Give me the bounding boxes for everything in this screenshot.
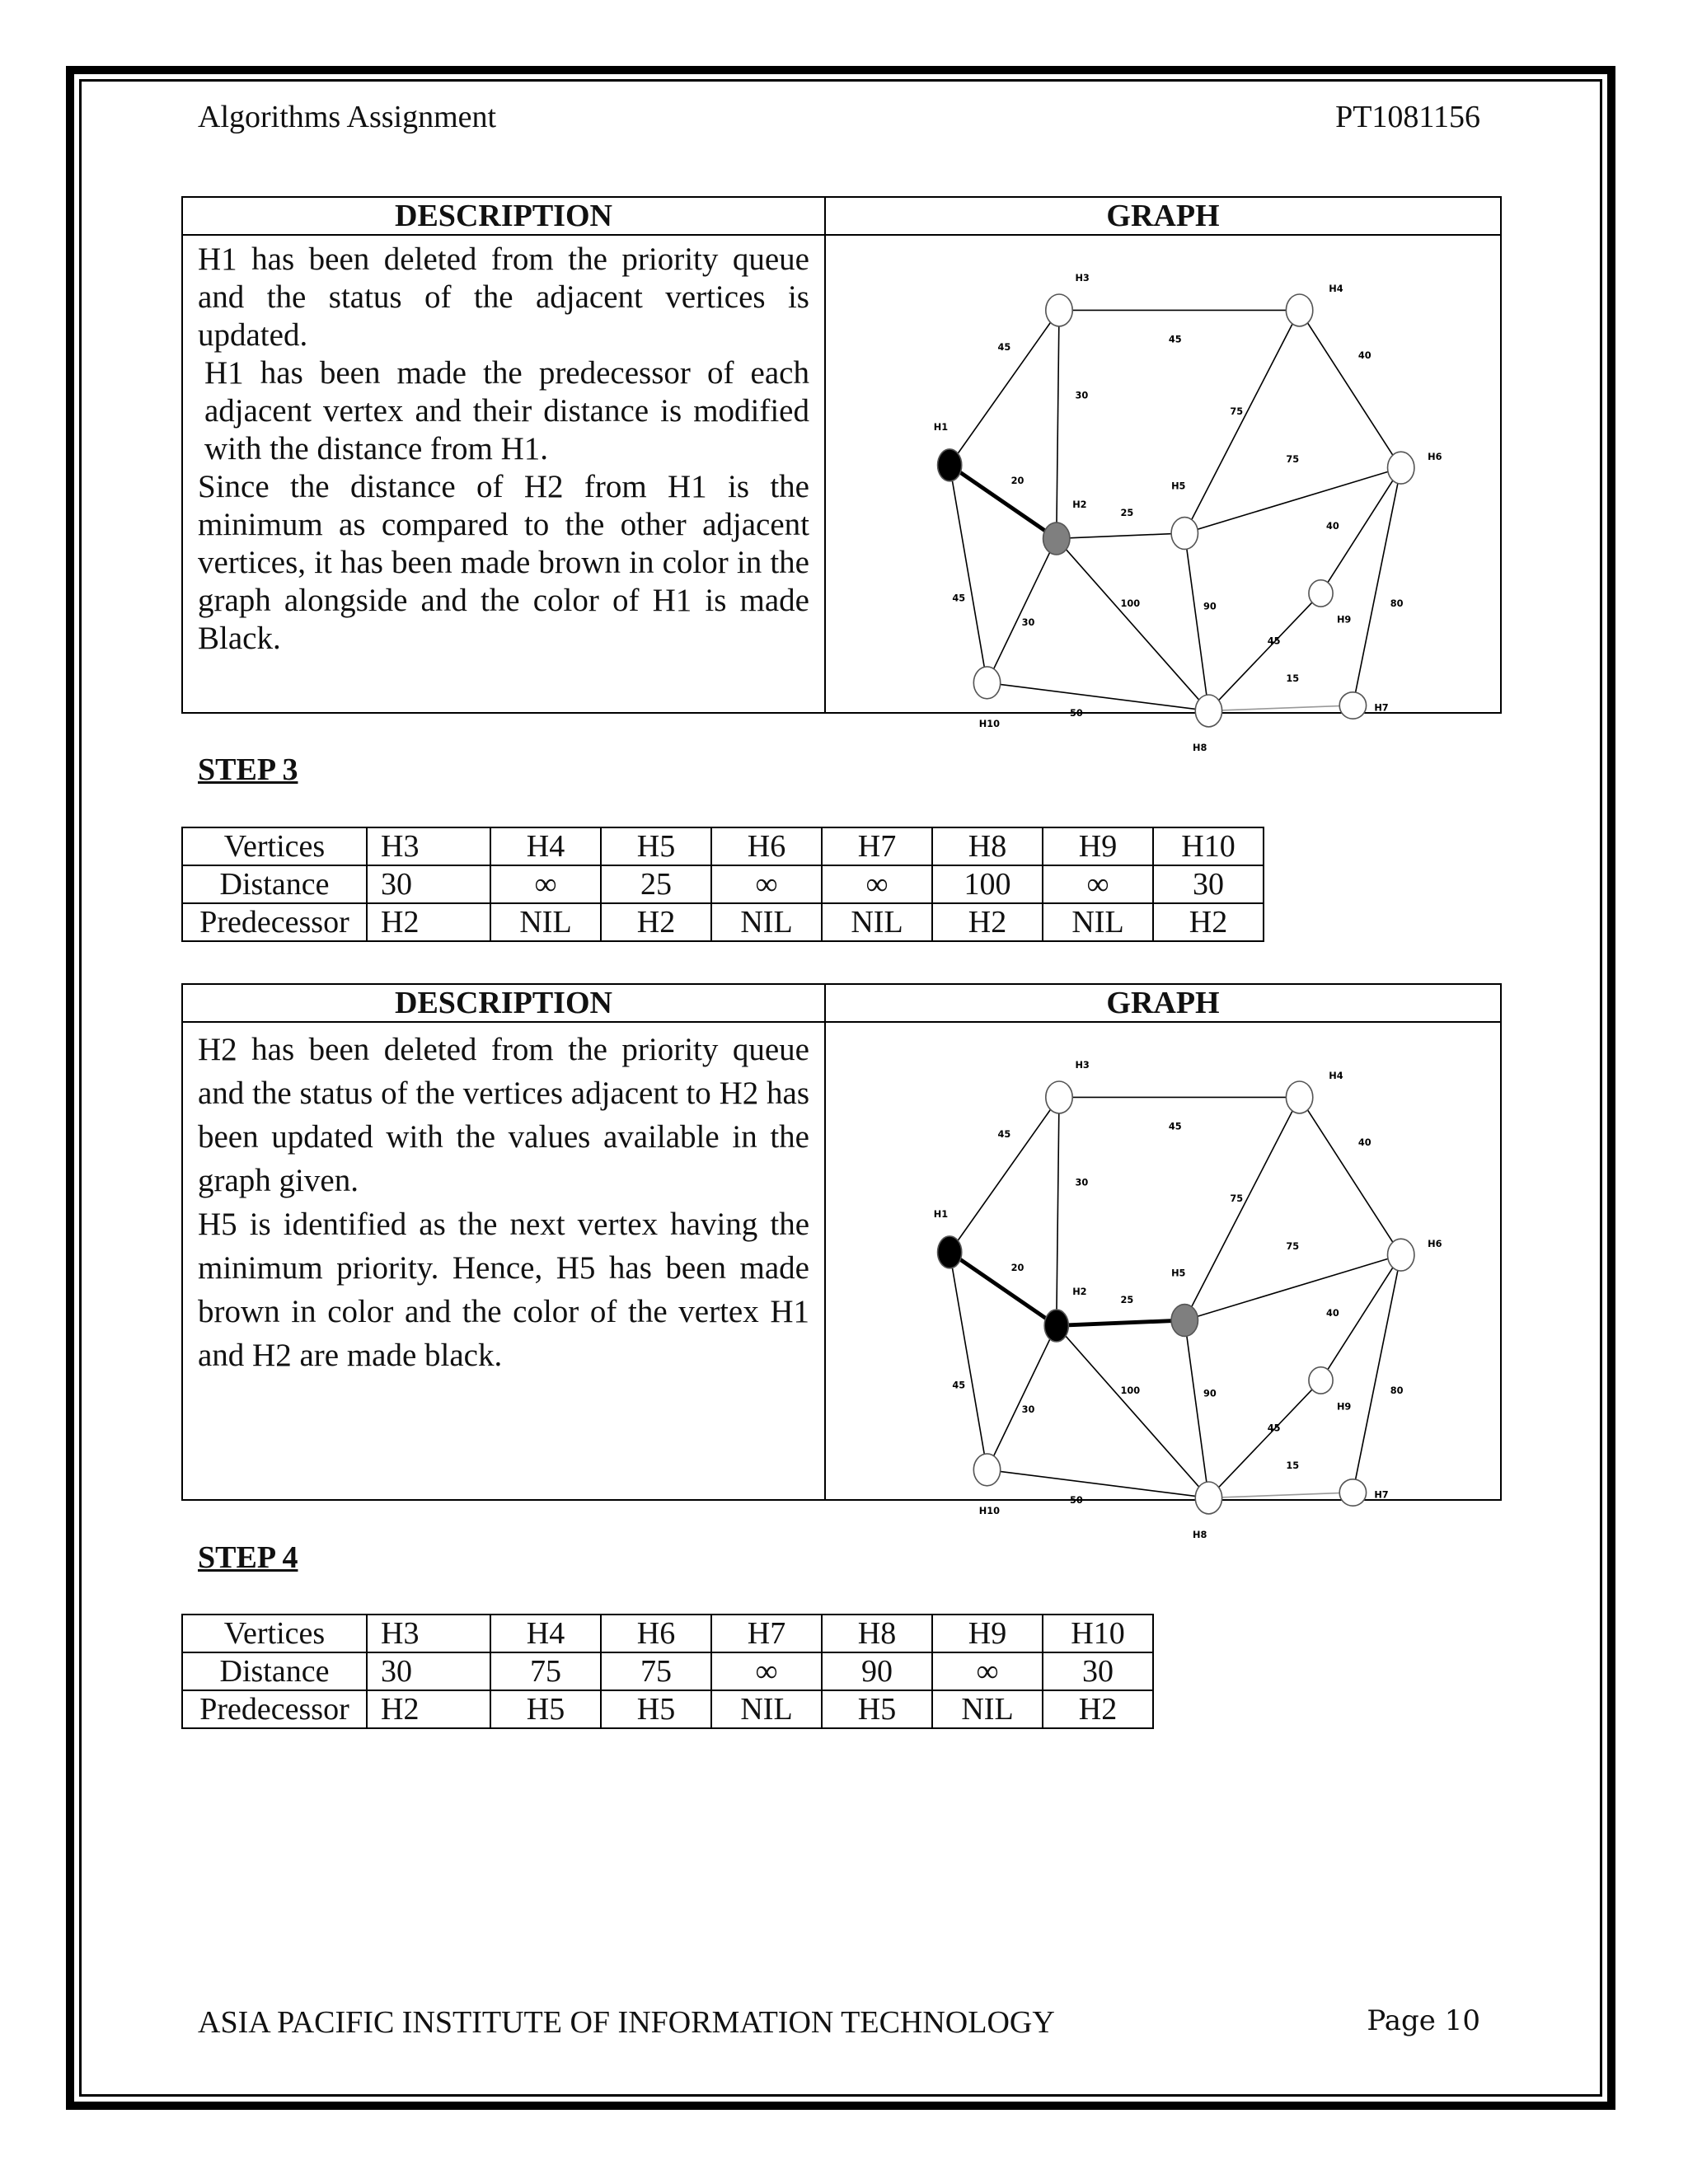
vertex-label: H8: [1193, 742, 1207, 754]
footer-institute: ASIA PACIFIC INSTITUTE OF INFORMATION TECHNOLOGY: [198, 2005, 1055, 2040]
description-header: DESCRIPTION: [182, 197, 825, 235]
table-cell: ∞: [1043, 865, 1153, 903]
edge-h5-h6: [1184, 468, 1400, 533]
row-label: Distance: [182, 865, 367, 903]
vertex-label: H5: [1171, 1267, 1186, 1279]
vertex-label: H6: [1428, 1237, 1442, 1249]
edge-h2-h10: [987, 538, 1057, 682]
edge-weight-label: 40: [1326, 1307, 1339, 1319]
table-cell: H5: [601, 1690, 711, 1728]
table-cell: H7: [822, 827, 932, 865]
edge-weight-label: 75: [1230, 1192, 1244, 1204]
table-cell: NIL: [932, 1690, 1043, 1728]
graph-cell: [825, 235, 1501, 754]
edge-h4-h6: [1300, 1097, 1401, 1254]
vertex-h9: [1309, 580, 1333, 607]
vertex-label: H10: [978, 1504, 1001, 1516]
edge-h1-h10: [950, 1252, 987, 1469]
edge-h2-h8: [1057, 1325, 1209, 1497]
vertex-label: H2: [1072, 499, 1087, 511]
edge-weight-label: 45: [1267, 1422, 1281, 1434]
edge-h2-h8: [1057, 538, 1209, 710]
header-title: Algorithms Assignment: [198, 100, 497, 134]
vertex-h7: [1339, 692, 1366, 719]
table-cell: H7: [711, 1615, 822, 1652]
edge-h1-h2: [950, 1252, 1057, 1325]
table-cell: 75: [490, 1652, 601, 1690]
step-3-title: STEP 3: [198, 752, 298, 787]
table-cell: H9: [932, 1615, 1043, 1652]
table-cell: 75: [601, 1652, 711, 1690]
vertex-h4: [1286, 294, 1312, 326]
graph-header: GRAPH: [825, 984, 1501, 1022]
vertex-h6: [1388, 452, 1414, 484]
step-3-table: [181, 827, 1264, 942]
description-paragraph: H1 has been deleted from the priority queue and the status of the adjacent vertices is updated.: [198, 241, 809, 353]
description-paragraph: Since the distance of H2 from H1 is the minimum as compared to the other adjacent vertices, it has been made brown in color in the graph alongside and the color of H1 is made Black.: [198, 469, 809, 656]
step-4-table: [181, 1614, 1154, 1729]
edge-h2-h10: [987, 1325, 1057, 1469]
vertex-label: H8: [1193, 1529, 1207, 1541]
row-label: Vertices: [182, 1615, 367, 1652]
edge-h1-h3: [950, 1097, 1059, 1252]
edge-weight-label: 45: [1168, 1120, 1182, 1132]
vertex-label: H2: [1072, 1286, 1087, 1298]
edge-h4-h5: [1184, 1097, 1299, 1320]
edge-weight-label: 15: [1286, 672, 1300, 684]
edge-h1-h3: [950, 310, 1059, 465]
graph-diagram: [826, 1023, 1498, 1541]
vertex-h9: [1309, 1367, 1333, 1394]
edge-weight-label: 40: [1357, 349, 1372, 361]
table-cell: H2: [367, 903, 490, 941]
table-cell: 30: [1043, 1652, 1153, 1690]
table-cell: H3: [367, 1615, 490, 1652]
table-cell: ∞: [711, 865, 822, 903]
table-cell: H2: [367, 1690, 490, 1728]
vertex-label: H10: [978, 717, 1001, 729]
edge-weight-label: 45: [997, 341, 1011, 354]
edge-h5-h8: [1184, 1320, 1208, 1497]
table-cell: 30: [367, 1652, 490, 1690]
footer-page-number: Page 10: [1367, 2004, 1480, 2037]
vertex-h1: [938, 449, 962, 481]
edge-weight-label: 45: [952, 592, 966, 604]
description-graph-table-2: [181, 983, 1502, 1541]
edge-h10-h8: [987, 1469, 1209, 1497]
edge-weight-label: 45: [952, 1379, 966, 1391]
edge-h2-h5: [1057, 533, 1185, 538]
edge-weight-label: 30: [1021, 616, 1035, 628]
graph-header: GRAPH: [825, 197, 1501, 235]
table-cell: H10: [1153, 827, 1264, 865]
table-cell: NIL: [1043, 903, 1153, 941]
edge-weight-label: 50: [1069, 1493, 1083, 1506]
table-cell: 30: [367, 865, 490, 903]
table-cell: H10: [1043, 1615, 1153, 1652]
description-graph-table-1: [181, 196, 1502, 754]
table-cell: H2: [1153, 903, 1264, 941]
table-cell: ∞: [932, 1652, 1043, 1690]
table-cell: NIL: [711, 1690, 822, 1728]
vertex-h10: [973, 667, 1000, 699]
header-student-id: PT1081156: [1335, 100, 1480, 134]
step-4-title: STEP 4: [198, 1540, 298, 1575]
description-header: DESCRIPTION: [182, 984, 825, 1022]
vertices-row: [182, 1615, 1153, 1652]
edge-h5-h6: [1184, 1255, 1400, 1320]
vertex-h3: [1046, 1081, 1072, 1113]
description-paragraph: H5 is identified as the next vertex having the minimum priority. Hence, H5 has been made brown in color and the color of the vertex H1 and H2 are made black.: [198, 1207, 809, 1373]
edge-weight-label: 20: [1010, 1262, 1025, 1274]
description-cell: [182, 1022, 825, 1500]
vertex-label: H3: [1075, 1058, 1090, 1071]
table-cell: H5: [822, 1690, 932, 1728]
table-cell: 25: [601, 865, 711, 903]
vertex-h5: [1171, 1305, 1198, 1337]
edge-weight-label: 40: [1326, 520, 1339, 532]
table-cell: NIL: [490, 903, 601, 941]
edge-weight-label: 80: [1390, 1385, 1404, 1397]
edge-weight-label: 30: [1075, 389, 1089, 401]
table-cell: NIL: [711, 903, 822, 941]
vertex-h8: [1195, 695, 1221, 727]
row-label: Distance: [182, 1652, 367, 1690]
predecessor-row: [182, 1690, 1153, 1728]
table-cell: H4: [490, 827, 601, 865]
edge-weight-label: 100: [1120, 598, 1141, 610]
table-cell: H2: [601, 903, 711, 941]
table-cell: H3: [367, 827, 490, 865]
table-cell: H9: [1043, 827, 1153, 865]
vertex-label: H1: [933, 421, 949, 434]
description-paragraph: H2 has been deleted from the priority queue and the status of the vertices adjacent to H2 has been updated with the values available in the graph given.: [198, 1032, 809, 1198]
edge-weight-label: 75: [1286, 1240, 1300, 1253]
description-text: [183, 236, 824, 658]
edge-h4-h5: [1184, 310, 1299, 533]
table-cell: H8: [822, 1615, 932, 1652]
edge-weight-label: 20: [1010, 475, 1025, 487]
vertex-h2: [1043, 523, 1070, 555]
table-cell: H2: [932, 903, 1043, 941]
vertex-h4: [1286, 1081, 1312, 1113]
table-cell: ∞: [822, 865, 932, 903]
edge-weight-label: 25: [1120, 506, 1134, 518]
description-text: [183, 1023, 824, 1377]
row-label: Predecessor: [182, 1690, 367, 1728]
table-cell: 100: [932, 865, 1043, 903]
edge-weight-label: 45: [997, 1128, 1011, 1141]
vertex-h8: [1195, 1482, 1221, 1514]
edge-weight-label: 15: [1286, 1459, 1300, 1471]
table-cell: H8: [932, 827, 1043, 865]
vertex-h3: [1046, 294, 1072, 326]
vertex-h6: [1388, 1239, 1414, 1271]
edge-weight-label: 75: [1230, 405, 1244, 417]
vertex-label: H1: [933, 1208, 949, 1221]
edge-weight-label: 80: [1390, 598, 1404, 610]
edge-h2-h5: [1057, 1320, 1185, 1325]
table-cell: ∞: [711, 1652, 822, 1690]
edge-weight-label: 45: [1267, 635, 1281, 647]
edge-weight-label: 50: [1069, 706, 1083, 719]
row-label: Predecessor: [182, 903, 367, 941]
edge-h6-h7: [1353, 468, 1400, 705]
predecessor-row: [182, 903, 1264, 941]
edge-weight-label: 40: [1357, 1136, 1372, 1148]
vertex-label: H9: [1336, 613, 1352, 626]
table-cell: H5: [490, 1690, 601, 1728]
edge-weight-label: 90: [1203, 1387, 1217, 1399]
table-cell: 30: [1153, 865, 1264, 903]
edge-h5-h8: [1184, 533, 1208, 710]
table-cell: H6: [711, 827, 822, 865]
table-cell: H6: [601, 1615, 711, 1652]
edge-weight-label: 30: [1075, 1176, 1089, 1188]
vertex-h10: [973, 1454, 1000, 1486]
edge-weight-label: 75: [1286, 453, 1300, 466]
edge-h9-h8: [1208, 1380, 1320, 1498]
edge-weight-label: 25: [1120, 1293, 1134, 1305]
table-cell: NIL: [822, 903, 932, 941]
edge-h3-h2: [1057, 1097, 1059, 1325]
table-cell: ∞: [490, 865, 601, 903]
vertex-label: H7: [1374, 1488, 1389, 1501]
vertex-label: H4: [1329, 1069, 1343, 1081]
edge-h10-h8: [987, 682, 1209, 710]
edge-h8-h7: [1208, 705, 1353, 710]
edge-weight-label: 90: [1203, 600, 1217, 612]
vertex-label: H4: [1329, 282, 1343, 294]
table-cell: 90: [822, 1652, 932, 1690]
table-cell: H5: [601, 827, 711, 865]
vertex-h5: [1171, 518, 1198, 550]
edge-h4-h6: [1300, 310, 1401, 467]
edge-weight-label: 30: [1021, 1403, 1035, 1415]
vertex-label: H3: [1075, 271, 1090, 284]
vertex-label: H9: [1336, 1400, 1352, 1413]
row-label: Vertices: [182, 827, 367, 865]
distance-row: [182, 1652, 1153, 1690]
vertex-label: H6: [1428, 450, 1442, 462]
edge-h1-h10: [950, 465, 987, 682]
edge-h6-h7: [1353, 1255, 1400, 1493]
table-cell: H4: [490, 1615, 601, 1652]
vertex-h2: [1044, 1310, 1068, 1342]
edge-weight-label: 100: [1120, 1385, 1141, 1397]
graph-diagram: [826, 236, 1498, 754]
distance-row: [182, 865, 1264, 903]
vertex-label: H7: [1374, 701, 1389, 714]
graph-cell: [825, 1022, 1501, 1541]
edge-h1-h2: [950, 465, 1057, 538]
edge-h3-h2: [1057, 310, 1059, 538]
vertex-h1: [938, 1236, 962, 1268]
edge-h8-h7: [1208, 1493, 1353, 1497]
table-cell: H2: [1043, 1690, 1153, 1728]
edge-weight-label: 45: [1168, 333, 1182, 345]
edge-h9-h8: [1208, 593, 1320, 711]
vertex-label: H5: [1171, 480, 1186, 492]
description-cell: [182, 235, 825, 713]
vertices-row: [182, 827, 1264, 865]
description-paragraph: H1 has been made the predecessor of each adjacent vertex and their distance is modified with the distance from H1.: [204, 355, 809, 466]
vertex-h7: [1339, 1479, 1366, 1506]
